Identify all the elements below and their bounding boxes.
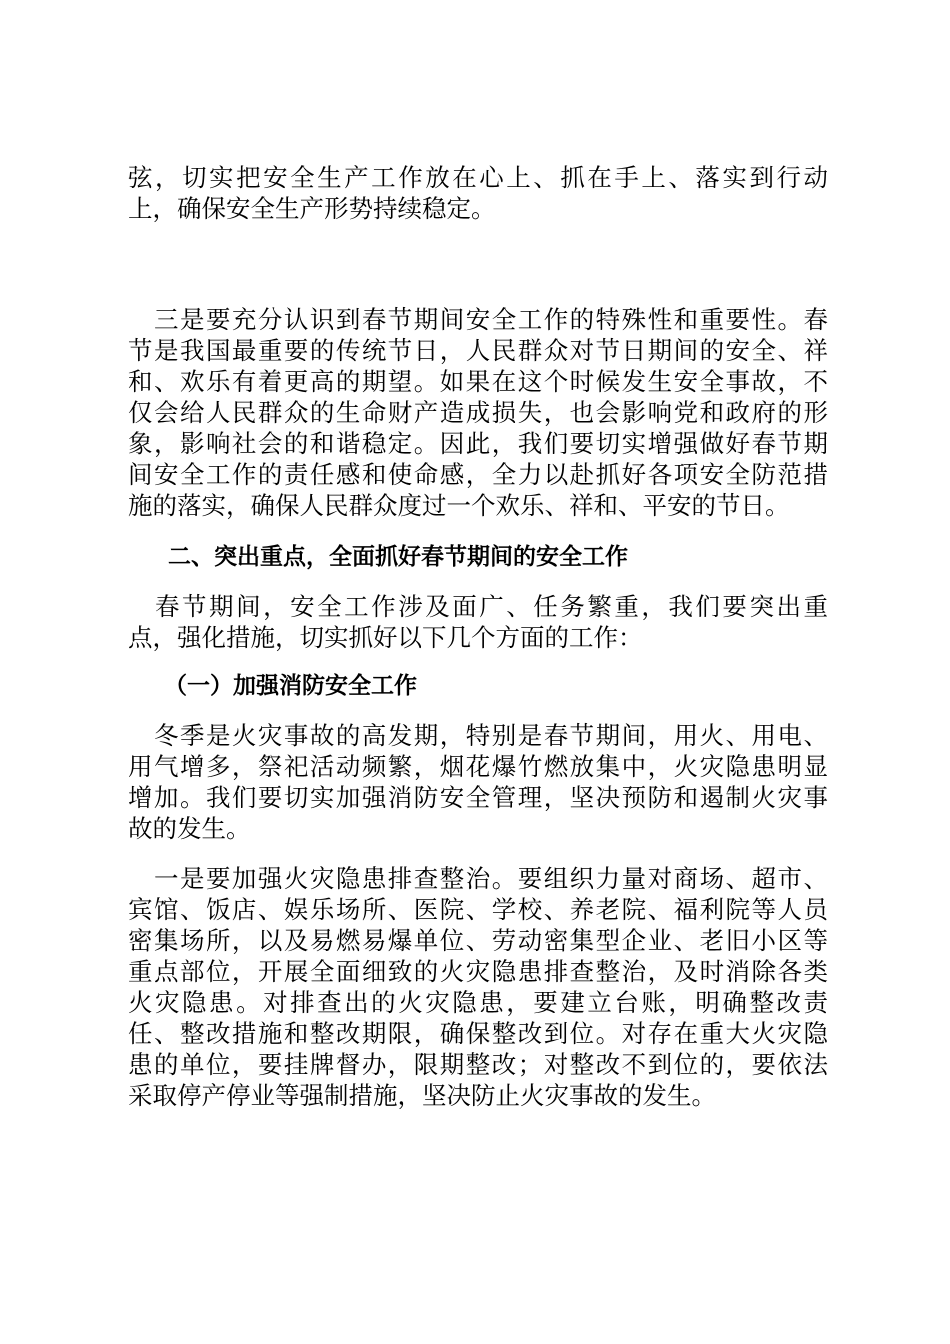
paragraph-point-three: [128, 304, 828, 521]
text-line: 密集场所，以及易燃易爆单位、劳动密集型企业、老旧小区等: [128, 926, 828, 955]
text-line: 故的发生。: [128, 814, 251, 843]
paragraph-point-one: [128, 863, 828, 1111]
paragraph-intro: [128, 591, 828, 653]
text-line: 弦，切实把安全生产工作放在心上、抓在手上、落实到行动: [128, 163, 828, 192]
text-line: 增加。我们要切实加强消防安全管理，坚决预防和遏制火灾事: [128, 783, 828, 812]
paragraph-continuation: [128, 162, 828, 224]
text-line: 宾馆、饭店、娱乐场所、医院、学校、养老院、福利院等人员: [128, 895, 828, 924]
section-heading: 二、突出重点，全面抓好春节期间的安全工作: [168, 544, 628, 570]
text-line: 火灾隐患。对排查出的火灾隐患，要建立台账，明确整改责: [128, 988, 828, 1017]
text-line: 一是要加强火灾隐患排查整治。要组织力量对商场、超市、: [128, 864, 828, 893]
text-line: 重点部位，开展全面细致的火灾隐患排查整治，及时消除各类: [128, 957, 828, 986]
subsection-heading: （一）加强消防安全工作: [164, 673, 417, 699]
text-line: 点，强化措施，切实抓好以下几个方面的工作：: [128, 623, 643, 652]
text-line: 任、整改措施和整改期限，确保整改到位。对存在重大火灾隐: [128, 1019, 828, 1048]
text-line: 和、欢乐有着更高的期望。如果在这个时候发生安全事故，不: [128, 367, 828, 396]
paragraph-fire-intro: [128, 720, 828, 844]
text-line: 象，影响社会的和谐稳定。因此，我们要切实增强做好春节期: [128, 429, 828, 458]
text-line: 施的落实，确保人民群众度过一个欢乐、祥和、平安的节日。: [128, 491, 790, 520]
text-line: 仅会给人民群众的生命财产造成损失，也会影响党和政府的形: [128, 398, 828, 427]
text-line: 患的单位，要挂牌督办，限期整改；对整改不到位的，要依法: [128, 1050, 828, 1079]
text-line: 间安全工作的责任感和使命感，全力以赴抓好各项安全防范措: [128, 460, 828, 489]
text-line: 冬季是火灾事故的高发期，特别是春节期间，用火、用电、: [128, 721, 828, 750]
text-line: 节是我国最重要的传统节日，人民群众对节日期间的安全、祥: [128, 336, 828, 365]
text-line: 三是要充分认识到春节期间安全工作的特殊性和重要性。春: [128, 305, 828, 334]
text-line: 上，确保安全生产形势持续稳定。: [128, 194, 496, 223]
document-page: [128, 162, 828, 1111]
text-line: 用气增多，祭祀活动频繁，烟花爆竹燃放集中，火灾隐患明显: [128, 752, 828, 781]
text-line: 春节期间，安全工作涉及面广、任务繁重，我们要突出重: [128, 592, 828, 621]
text-line: 采取停产停业等强制措施，坚决防止火灾事故的发生。: [128, 1081, 716, 1110]
